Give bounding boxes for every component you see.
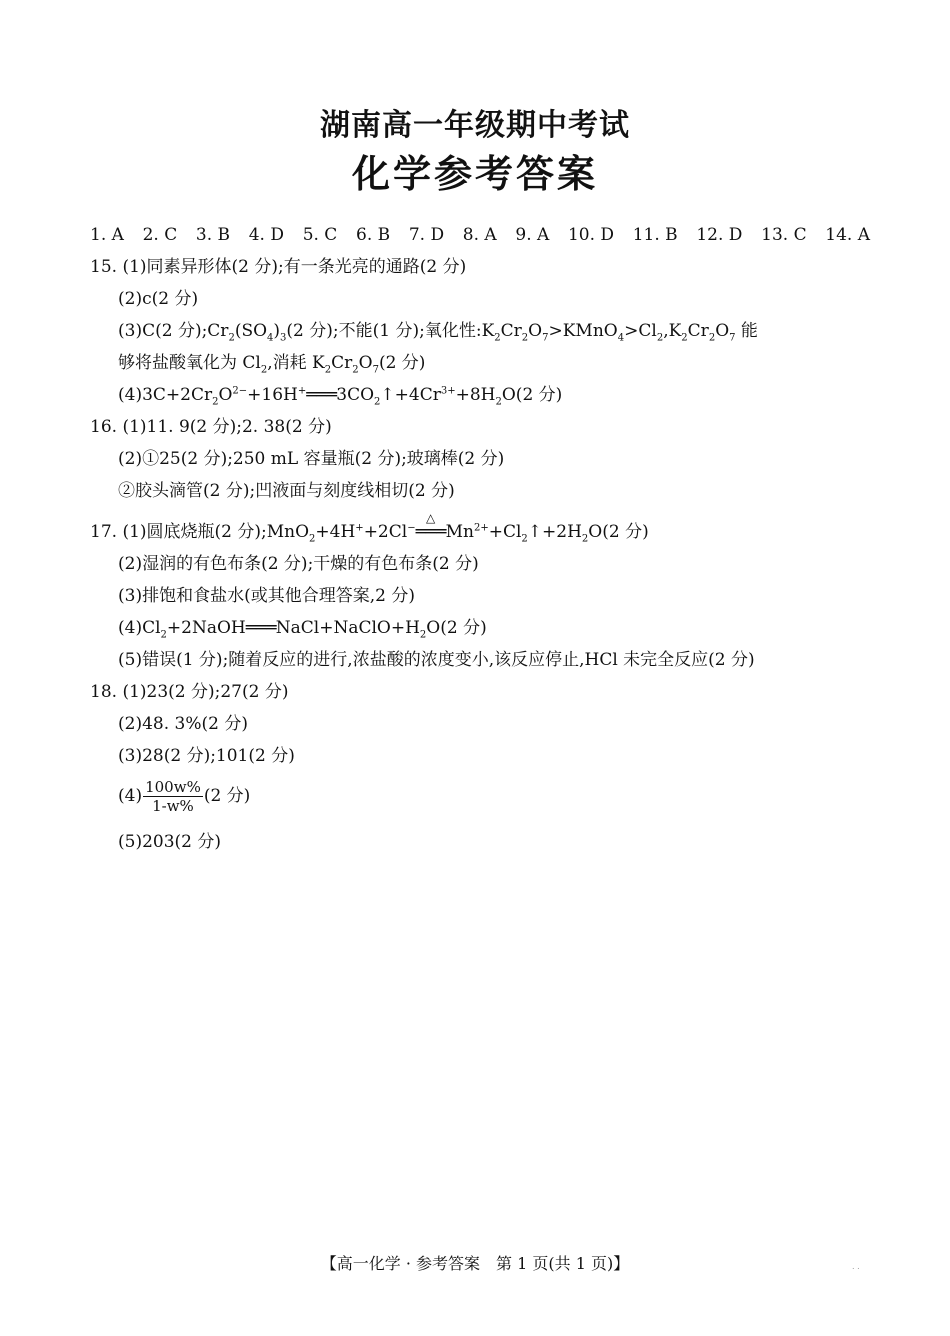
equals-sign: ═══ bbox=[306, 385, 337, 405]
q15-part2: (2)c(2 分) bbox=[118, 289, 199, 309]
mc-answer: 1. A bbox=[90, 225, 124, 245]
q16-part1: 16. (1)11. 9(2 分);2. 38(2 分) bbox=[90, 417, 332, 437]
mc-answer: 2. C bbox=[142, 225, 178, 245]
mc-answer: 12. D bbox=[696, 225, 743, 245]
page-footer: 【高一化学 · 参考答案 第 1 页(共 1 页)】 bbox=[320, 1254, 630, 1273]
mc-answer: 8. A bbox=[462, 225, 497, 245]
q15-part3-line1: (3)C(2 分)$;Cr_2(SO_4)_3(2$ 分);不能(1 分);氧化性$:K_2Cr_2O_7>KMnO_4>Cl_2,K_2Cr_2O_7$ 能 bbox=[118, 321, 758, 344]
q16-part2-continued: ②胶头滴管(2 分);凹液面与刻度线相切(2 分) bbox=[118, 481, 455, 501]
heat-equals-sign: △ ═══ bbox=[416, 522, 446, 542]
q17-part4: $(4)Cl_2+2NaOH═══NaCl+NaClO+H_2O(2$ 分) bbox=[118, 618, 487, 641]
q18-part5: (5)203(2 分) bbox=[118, 832, 222, 852]
mc-answer: 6. B bbox=[356, 225, 391, 245]
mc-answer: 14. A bbox=[825, 225, 870, 245]
equals-sign: ═══ bbox=[245, 618, 277, 638]
heat-triangle-icon: △ bbox=[425, 511, 436, 525]
mc-answer: 7. D bbox=[408, 225, 445, 245]
answer-title: 化学参考答案 bbox=[351, 152, 598, 196]
q18-part3: (3)28(2 分);101(2 分) bbox=[118, 746, 295, 766]
mc-answer: 9. A bbox=[515, 225, 550, 245]
q18-part2: (2)48. 3%(2 分) bbox=[118, 714, 248, 734]
mc-answer: 3. B bbox=[195, 225, 231, 245]
q17-part3: (3)排饱和食盐水(或其他合理答案,2 分) bbox=[118, 586, 415, 606]
q17-part2: (2)湿润的有色布条(2 分);干燥的有色布条(2 分) bbox=[118, 554, 479, 574]
q18-part1: 18. (1)23(2 分);27(2 分) bbox=[90, 682, 289, 702]
q15-part3-line2: 够将盐酸氧化为 $Cl_2$,消耗 $K_2Cr_2O_7(2$ 分) bbox=[118, 353, 426, 376]
mc-answer: 5. C bbox=[302, 225, 338, 245]
mc-answer-row bbox=[90, 225, 870, 245]
mc-answer: 4. D bbox=[248, 225, 284, 245]
q18-part4: (4) $\frac{100w\%}{1-w\%}$ (2 分) bbox=[118, 778, 251, 815]
fraction-numerator: 100w% bbox=[145, 778, 201, 796]
q17-part1: 17. (1)圆底烧瓶(2 分);MnO$_2$+4H++2Cl− △ $═══Mn^{2+}+Cl_2↑+2H_2O(2$ 分) bbox=[90, 522, 649, 542]
q15-part1: 15. (1)同素异形体(2 分);有一条光亮的通路(2 分) bbox=[90, 257, 467, 277]
mc-answer: 10. D bbox=[567, 225, 615, 245]
q15-part4: $(4)3C+2Cr_2O^{2-}+16H^+═══3CO_2↑+4Cr^{3+}+8H_2O(2$ 分) bbox=[118, 385, 563, 408]
mc-answer: 11. B bbox=[632, 225, 678, 245]
exam-title: 湖南高一年级期中考试 bbox=[320, 108, 630, 143]
fraction bbox=[143, 778, 203, 815]
fraction-denominator: 1-w% bbox=[152, 797, 194, 815]
q16-part2: (2)①25(2 分);250 mL 容量瓶(2 分);玻璃棒(2 分) bbox=[118, 449, 505, 469]
q17-part5: (5)错误(1 分);随着反应的进行,浓盐酸的浓度变小,该反应停止,HCl 未完全反应(2 分) bbox=[118, 650, 755, 670]
mc-answer: 13. C bbox=[761, 225, 807, 245]
corner-mark: . . bbox=[852, 1262, 860, 1271]
